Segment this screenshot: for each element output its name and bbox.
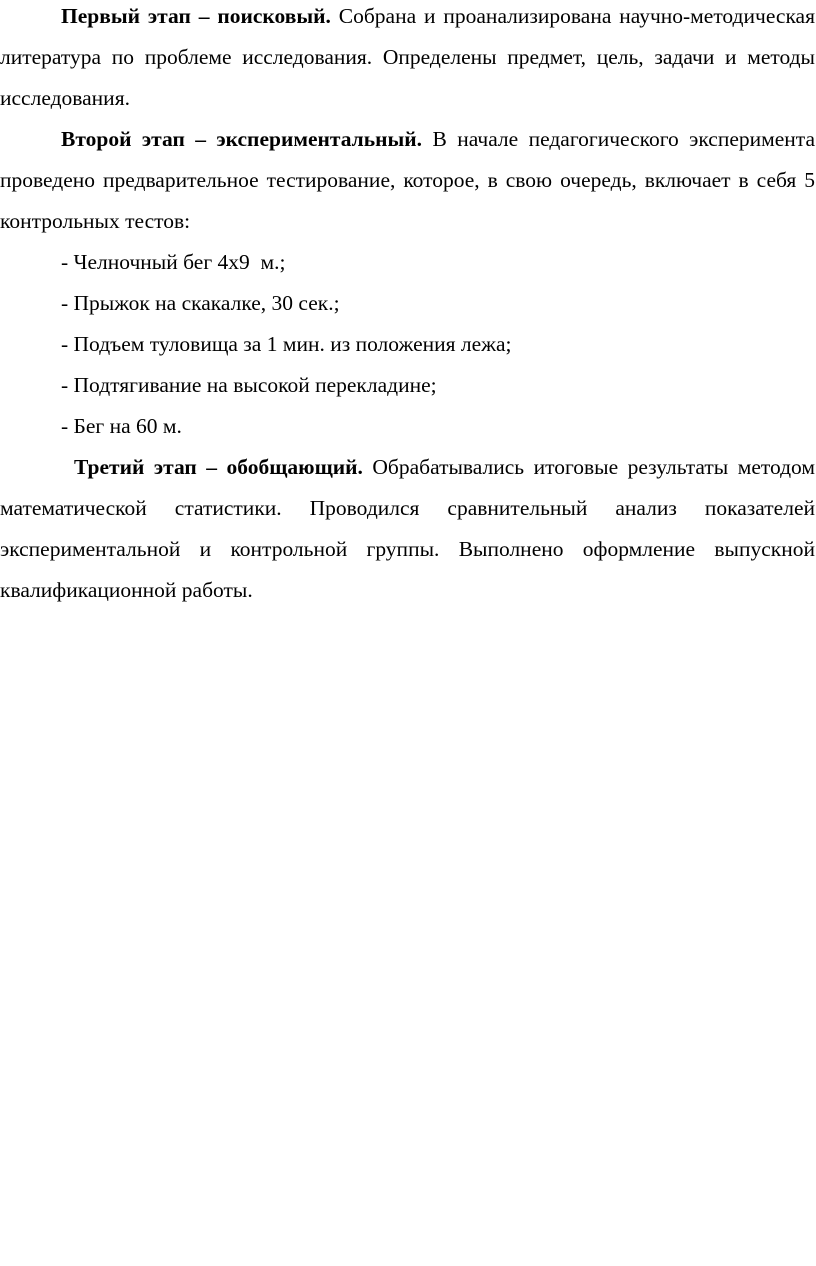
test-list-item: - Прыжок на скакалке, 30 сек.;	[61, 291, 340, 315]
stage-2-text: В начале педагогического эксперимента проведено предварительное тестирование, которое, в свою очередь, включает в себя 5 контрольных тестов:	[0, 127, 816, 233]
stage-3-text: Обрабатывались итоговые результаты методом математической статистики. Проводился сравнительный анализ показателей экспериментальной и контрольной группы. Выполнено оформление выпускной квалификационной работы.	[0, 455, 815, 602]
stage-1-paragraph	[0, 0, 815, 119]
stage-3-heading: Третий этап – обобщающий.	[74, 455, 363, 479]
test-list-item: - Бег на 60 м.	[61, 414, 182, 438]
stage-2-heading: Второй этап – экспериментальный.	[61, 127, 423, 151]
test-list-item: - Подтягивание на высокой перекладине;	[61, 373, 437, 397]
stage-3-paragraph	[0, 447, 815, 611]
stage-1-text: Собрана и проанализирована научно-методическая литература по проблеме исследования. Определены предмет, цель, задачи и методы исследования.	[0, 4, 815, 110]
stage-1-heading: Первый этап – поисковый.	[61, 4, 331, 28]
test-list-item: - Челночный бег 4х9 м.;	[61, 250, 286, 274]
stage-2-paragraph	[0, 119, 815, 242]
test-list-item: - Подъем туловища за 1 мин. из положения лежа;	[61, 332, 512, 356]
